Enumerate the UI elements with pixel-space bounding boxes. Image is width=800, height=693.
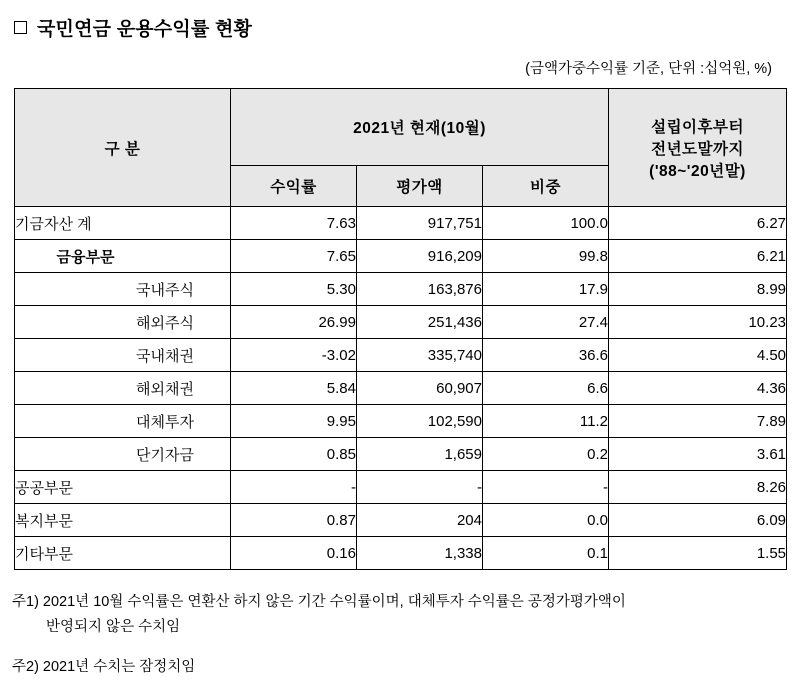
page-title bbox=[14, 14, 800, 41]
header-gubun: 구 분 bbox=[15, 89, 231, 207]
table-row bbox=[15, 504, 787, 537]
row-label: 해외주식 bbox=[15, 306, 231, 339]
row-rate: 7.63 bbox=[231, 207, 357, 240]
row-cum-rate: 6.21 bbox=[609, 240, 787, 273]
row-cum-rate: 3.61 bbox=[609, 438, 787, 471]
header-since-inception bbox=[609, 89, 787, 207]
row-weight: 0.2 bbox=[483, 438, 609, 471]
row-cum-rate: 8.26 bbox=[609, 471, 787, 504]
row-label: 복지부문 bbox=[15, 504, 231, 537]
row-rate: 5.30 bbox=[231, 273, 357, 306]
row-weight: 27.4 bbox=[483, 306, 609, 339]
row-rate: 7.65 bbox=[231, 240, 357, 273]
header-since-inception-line3: ('88~'20년말) bbox=[649, 162, 746, 180]
row-rate: -3.02 bbox=[231, 339, 357, 372]
row-value: 204 bbox=[357, 504, 483, 537]
row-cum-rate: 8.99 bbox=[609, 273, 787, 306]
header-valuation: 평가액 bbox=[357, 166, 483, 207]
row-label: 해외채권 bbox=[15, 372, 231, 405]
row-rate: 5.84 bbox=[231, 372, 357, 405]
row-value: 1,659 bbox=[357, 438, 483, 471]
row-weight: 100.0 bbox=[483, 207, 609, 240]
row-rate: 9.95 bbox=[231, 405, 357, 438]
header-weight: 비중 bbox=[483, 166, 609, 207]
page-title-text: 국민연금 운용수익률 현황 bbox=[37, 19, 253, 40]
row-cum-rate: 1.55 bbox=[609, 537, 787, 570]
square-bullet-icon bbox=[14, 21, 27, 34]
fund-return-table-wrapper bbox=[14, 88, 786, 570]
table-body bbox=[15, 207, 787, 570]
table-row bbox=[15, 240, 787, 273]
table-row bbox=[15, 537, 787, 570]
footnote-2: 주2) 2021년 수치는 잠정치임 bbox=[12, 658, 196, 675]
fund-return-table bbox=[14, 88, 787, 570]
row-rate: 0.85 bbox=[231, 438, 357, 471]
row-label: 단기자금 bbox=[15, 438, 231, 471]
row-weight: 99.8 bbox=[483, 240, 609, 273]
row-label: 국내채권 bbox=[15, 339, 231, 372]
table-header-row-top bbox=[15, 89, 787, 166]
row-rate: - bbox=[231, 471, 357, 504]
row-value: 335,740 bbox=[357, 339, 483, 372]
header-since-inception-line1: 설립이후부터 bbox=[651, 118, 744, 136]
row-label: 기금자산 계 bbox=[15, 207, 231, 240]
row-rate: 0.16 bbox=[231, 537, 357, 570]
row-value: 60,907 bbox=[357, 372, 483, 405]
row-label: 대체투자 bbox=[15, 405, 231, 438]
row-value: 163,876 bbox=[357, 273, 483, 306]
row-cum-rate: 6.27 bbox=[609, 207, 787, 240]
row-weight: 6.6 bbox=[483, 372, 609, 405]
row-label: 금융부문 bbox=[15, 240, 231, 273]
row-weight: 11.2 bbox=[483, 405, 609, 438]
unit-note: (금액가중수익률 기준, 단위 :십억원, %) bbox=[525, 61, 772, 77]
table-row bbox=[15, 273, 787, 306]
row-cum-rate: 6.09 bbox=[609, 504, 787, 537]
row-cum-rate: 4.36 bbox=[609, 372, 787, 405]
footnotes bbox=[12, 590, 800, 680]
row-cum-rate: 7.89 bbox=[609, 405, 787, 438]
row-weight: - bbox=[483, 471, 609, 504]
row-weight: 17.9 bbox=[483, 273, 609, 306]
table-row bbox=[15, 306, 787, 339]
table-row bbox=[15, 405, 787, 438]
document-page bbox=[0, 14, 800, 693]
header-since-inception-line2: 전년도말까지 bbox=[651, 140, 744, 158]
row-weight: 36.6 bbox=[483, 339, 609, 372]
row-value: 916,209 bbox=[357, 240, 483, 273]
row-weight: 0.1 bbox=[483, 537, 609, 570]
footnote-1-line-2: 반영되지 않은 수치임 bbox=[46, 619, 181, 636]
row-value: - bbox=[357, 471, 483, 504]
row-value: 917,751 bbox=[357, 207, 483, 240]
header-current-period: 2021년 현재(10월) bbox=[231, 89, 609, 166]
row-value: 102,590 bbox=[357, 405, 483, 438]
table-row bbox=[15, 438, 787, 471]
row-cum-rate: 4.50 bbox=[609, 339, 787, 372]
row-cum-rate: 10.23 bbox=[609, 306, 787, 339]
row-rate: 0.87 bbox=[231, 504, 357, 537]
row-label: 공공부문 bbox=[15, 471, 231, 504]
table-row bbox=[15, 471, 787, 504]
row-rate: 26.99 bbox=[231, 306, 357, 339]
footnote-1-line-1: 주1) 2021년 10월 수익률은 연환산 하지 않은 기간 수익률이며, 대체투자 수익률은 공정가평가액이 bbox=[12, 594, 626, 610]
table-row bbox=[15, 339, 787, 372]
row-value: 251,436 bbox=[357, 306, 483, 339]
row-label: 국내주식 bbox=[15, 273, 231, 306]
header-return-rate: 수익률 bbox=[231, 166, 357, 207]
row-label: 기타부문 bbox=[15, 537, 231, 570]
table-row bbox=[15, 372, 787, 405]
table-row bbox=[15, 207, 787, 240]
row-weight: 0.0 bbox=[483, 504, 609, 537]
row-value: 1,338 bbox=[357, 537, 483, 570]
